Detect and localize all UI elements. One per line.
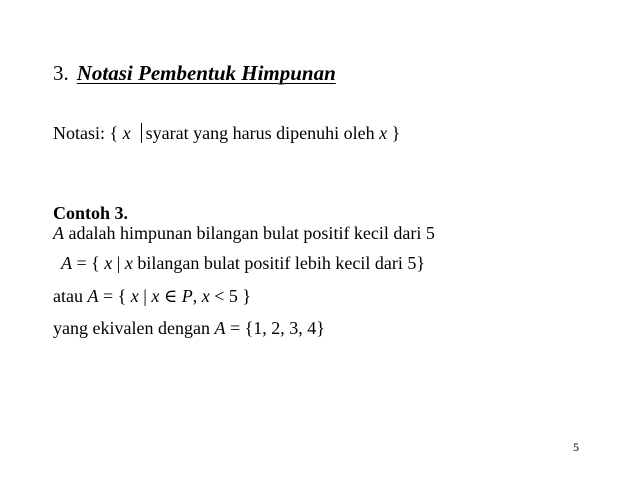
alternative-notation	[53, 285, 251, 307]
notation-line	[53, 122, 400, 144]
section-number: 3.	[53, 61, 69, 85]
atau-P: P	[181, 286, 193, 306]
atau-end: < 5 }	[209, 286, 252, 306]
atau-x2: x	[151, 286, 160, 306]
example-description	[53, 222, 435, 244]
atau-x1: x	[130, 286, 139, 306]
set-definition	[61, 252, 425, 274]
set-def-rest: bilangan bulat positif lebih kecil dari 5}	[132, 253, 425, 273]
set-def-x2: x	[124, 253, 133, 273]
atau-element-of: ∈	[159, 286, 182, 306]
atau-bar: |	[138, 286, 152, 306]
example-label: Contoh 3.	[53, 203, 129, 223]
notation-variable-2: x	[379, 123, 388, 143]
set-def-equals: = {	[72, 253, 100, 273]
page-number: 5	[573, 440, 579, 454]
such-that-bar	[141, 123, 142, 143]
atau-var: A	[87, 286, 99, 306]
equivalent-set	[53, 317, 325, 339]
ekiv-text: yang ekivalen dengan	[53, 318, 210, 338]
ekiv-set: = {1, 2, 3, 4}	[225, 318, 325, 338]
atau-equals: = {	[98, 286, 127, 306]
notation-condition: syarat yang harus dipenuhi oleh	[145, 123, 375, 143]
notation-close: }	[391, 123, 401, 143]
notation-variable: x	[122, 123, 131, 143]
section-title: Notasi Pembentuk Himpunan	[76, 61, 336, 85]
atau-prefix: atau	[53, 286, 83, 306]
notation-label: Notasi: {	[53, 123, 119, 143]
example-desc-text: adalah himpunan bilangan bulat positif kecil dari 5	[68, 223, 435, 243]
ekiv-var: A	[214, 318, 226, 338]
set-def-bar: |	[112, 253, 125, 273]
atau-comma: ,	[192, 286, 202, 306]
set-def-var: A	[61, 253, 72, 273]
section-heading	[53, 60, 336, 86]
example-desc-var: A	[53, 223, 64, 243]
atau-x3: x	[201, 286, 210, 306]
set-def-x1: x	[104, 253, 113, 273]
